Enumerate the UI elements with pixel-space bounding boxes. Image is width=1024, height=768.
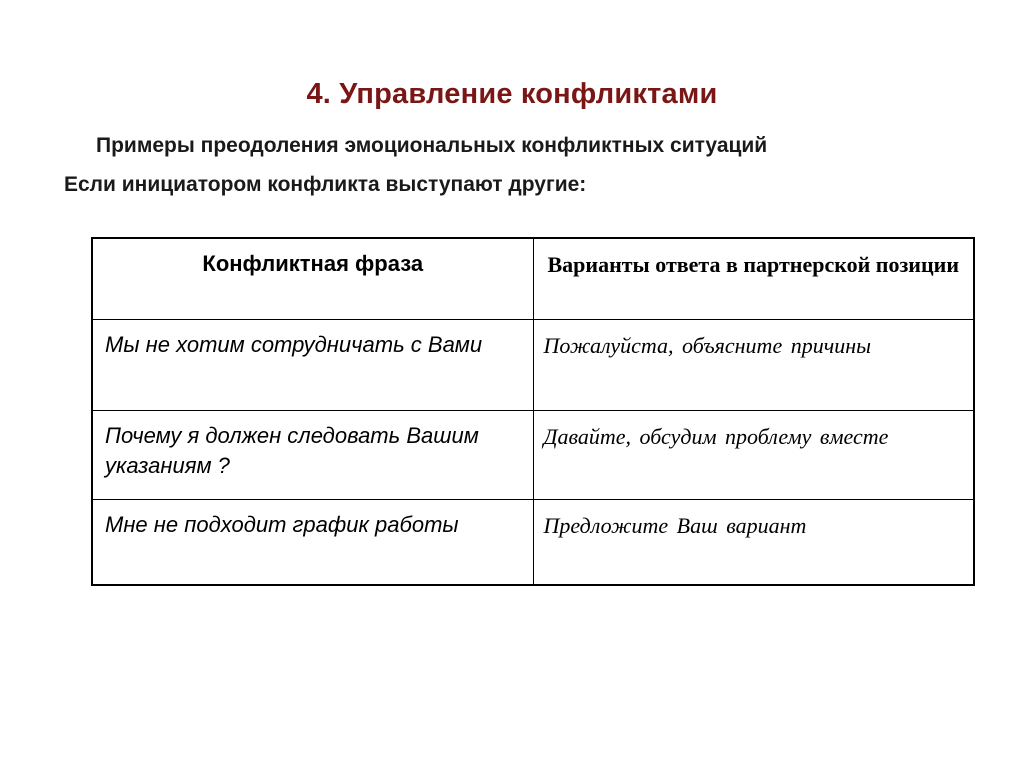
- slide-title: 4. Управление конфликтами: [306, 78, 718, 110]
- row-phrase: Мне не подходит график работы: [92, 500, 533, 586]
- header-answer: Варианты ответа в партнерской позиции: [533, 238, 974, 320]
- table-row: [92, 500, 974, 586]
- row-answer: Давайте, обсудим проблему вместе: [533, 411, 974, 500]
- row-phrase: Почему я должен следовать Вашим указаниям ?: [92, 411, 533, 500]
- slide-subtitle: Примеры преодоления эмоциональных конфликтных ситуаций: [96, 134, 768, 157]
- row-phrase: Мы не хотим сотрудничать с Вами: [92, 320, 533, 411]
- conflict-table: [91, 237, 975, 586]
- table-header-row: [92, 238, 974, 320]
- row-answer: Предложите Ваш вариант: [533, 500, 974, 586]
- slide-intro: Если инициатором конфликта выступают другие:: [64, 173, 587, 196]
- row-answer: Пожалуйста, объясните причины: [533, 320, 974, 411]
- table-row: [92, 320, 974, 411]
- header-phrase: Конфликтная фраза: [92, 238, 533, 320]
- table-row: [92, 411, 974, 500]
